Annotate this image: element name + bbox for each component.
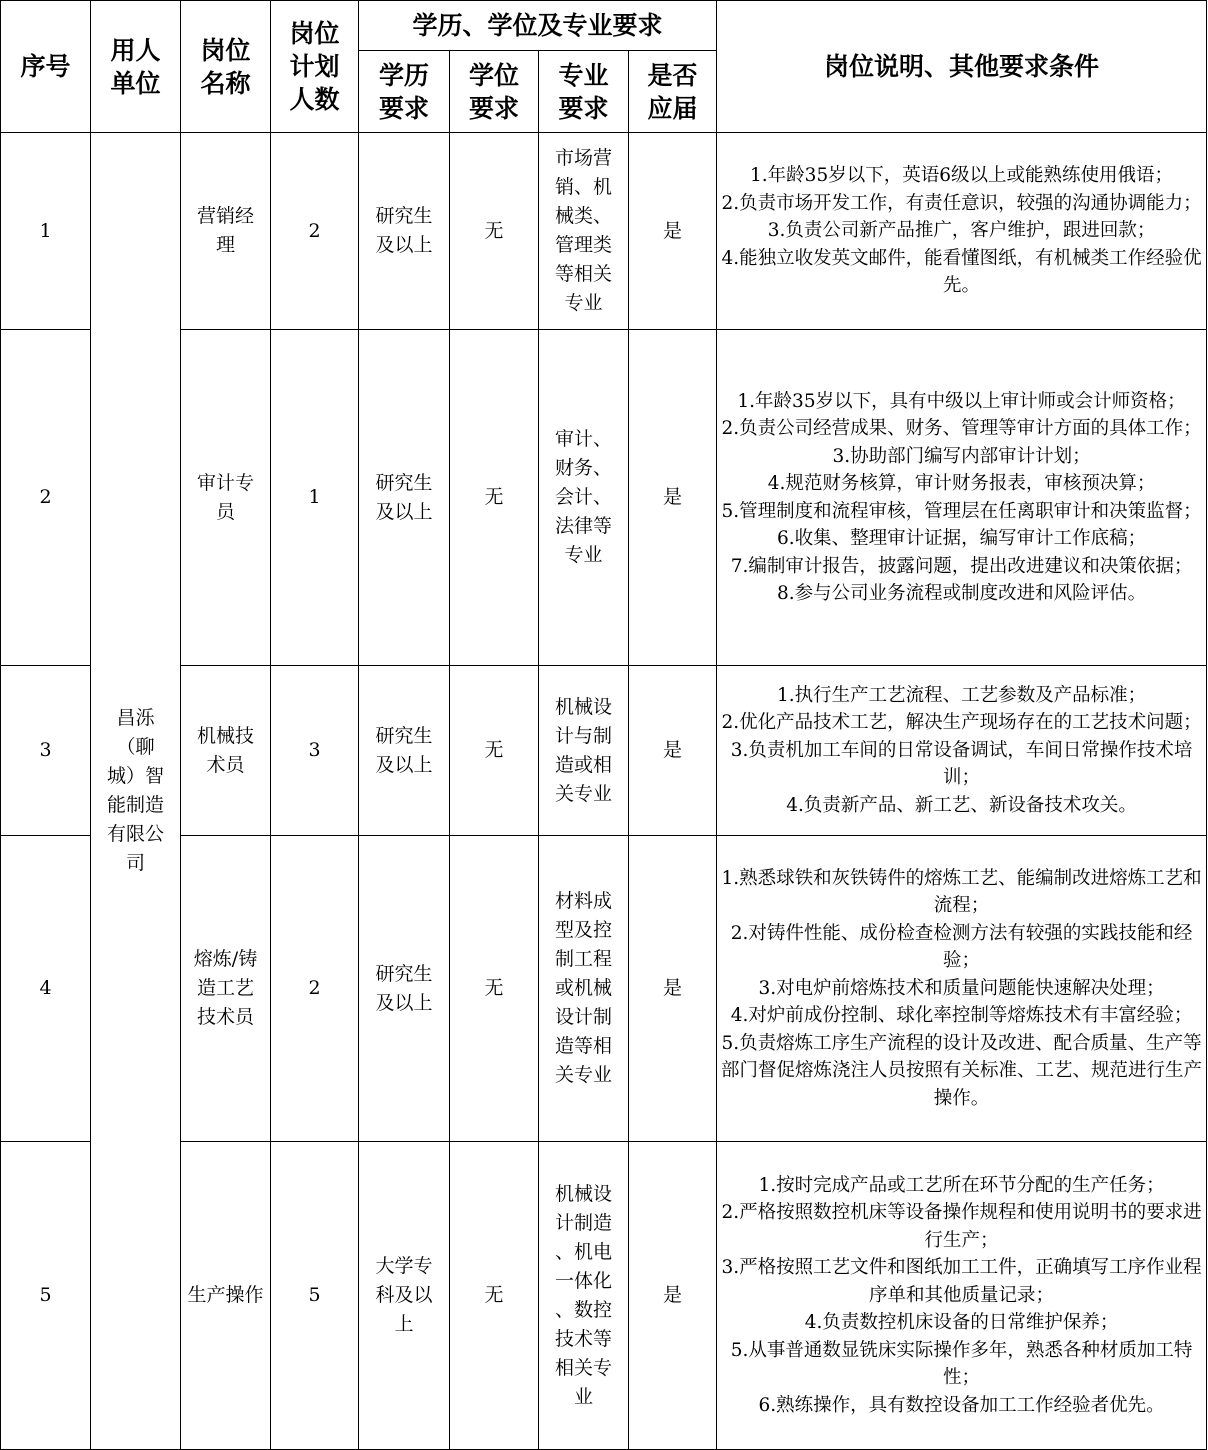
description-line: 1.年龄35岁以下，英语6级以上或能熟练使用俄语； (750, 165, 1173, 187)
row-major: 机械设 计与制 造或相 关专业 (539, 666, 629, 836)
description-line: 3.负责机加工车间的日常设备调试，车间日常操作技术培训； (730, 739, 1193, 789)
header-education: 学历 要求 (359, 51, 450, 133)
row-education: 大学专 科及以 上 (359, 1142, 450, 1450)
header-seq: 序号 (1, 1, 91, 133)
header-row-1 (1, 1, 1207, 51)
description-line: 2.严格按照数控机床等设备操作规程和使用说明书的要求进行生产； (721, 1202, 1202, 1251)
row-major: 市场营 销、机 械类、 管理类 等相关 专业 (539, 133, 629, 330)
row-description (717, 1142, 1207, 1450)
description-line: 6.收集、整理审计证据，编写审计工作底稿； (776, 528, 1147, 549)
description-line: 4.规范财务核算，审计财务报表，审核预决算； (767, 473, 1156, 494)
header-position: 岗位 名称 (181, 1, 271, 133)
description-line: 3.负责公司新产品推广，客户维护，跟进回款； (767, 220, 1156, 242)
row-degree: 无 (450, 1142, 539, 1450)
description-line: 3.严格按照工艺文件和图纸加工工件，正确填写工序作业程序单和其他质量记录； (721, 1257, 1202, 1306)
employer-name: 昌泺 （聊 城）智 能制造 有限公 司 (91, 133, 181, 1450)
row-seq: 1 (1, 133, 91, 330)
row-fresh: 是 (629, 666, 717, 836)
header-major: 专业 要求 (539, 51, 629, 133)
row-fresh: 是 (629, 836, 717, 1142)
row-education: 研究生 及以上 (359, 666, 450, 836)
row-fresh: 是 (629, 133, 717, 330)
row-degree: 无 (450, 836, 539, 1142)
header-description: 岗位说明、其他要求条件 (717, 1, 1207, 133)
row-position: 机械技 术员 (181, 666, 271, 836)
row-description (717, 133, 1207, 330)
row-description (717, 666, 1207, 836)
table-row (1, 133, 1207, 330)
row-seq: 4 (1, 836, 91, 1142)
row-seq: 2 (1, 330, 91, 666)
row-fresh: 是 (629, 1142, 717, 1450)
header-count: 岗位 计划 人数 (271, 1, 359, 133)
description-line: 8.参与公司业务流程或制度改进和风险评估。 (776, 583, 1147, 604)
row-education: 研究生 及以上 (359, 836, 450, 1142)
description-line: 1.按时完成产品或工艺所在环节分配的生产任务； (758, 1174, 1165, 1196)
header-fresh: 是否 应届 (629, 51, 717, 133)
description-line: 1.熟悉球铁和灰铁铸件的熔炼工艺、能编制改进熔炼工艺和流程； (721, 867, 1202, 917)
row-fresh: 是 (629, 330, 717, 666)
row-position: 营销经 理 (181, 133, 271, 330)
row-description (717, 836, 1207, 1142)
description-line: 2.负责公司经营成果、财务、管理等审计方面的具体工作； (721, 418, 1202, 439)
row-count: 5 (271, 1142, 359, 1450)
header-requirements-group: 学历、学位及专业要求 (359, 1, 717, 51)
header-employer: 用人 单位 (91, 1, 181, 133)
table-row (1, 836, 1207, 1142)
row-major: 机械设 计制造 、机电 一体化 、数控 技术等 相关专 业 (539, 1142, 629, 1450)
description-line: 1.执行生产工艺流程、工艺参数及产品标准； (776, 684, 1147, 706)
description-line: 6.熟练操作，具有数控设备加工工作经验者优先。 (758, 1394, 1165, 1416)
description-line: 4.负责新产品、新工艺、新设备技术攻关。 (786, 794, 1137, 816)
description-line: 5.管理制度和流程审核，管理层在任离职审计和决策监督； (721, 500, 1202, 522)
row-position: 审计专 员 (181, 330, 271, 666)
row-degree: 无 (450, 330, 539, 666)
row-count: 3 (271, 666, 359, 836)
description-line: 5.从事普通数显铣床实际操作多年，熟悉各种材质加工特性； (730, 1339, 1193, 1389)
row-count: 2 (271, 836, 359, 1142)
row-seq: 5 (1, 1142, 91, 1450)
description-line: 3.协助部门编写内部审计计划； (832, 445, 1091, 467)
table-row (1, 330, 1207, 666)
description-line: 4.对炉前成份控制、球化率控制等熔炼技术有丰富经验； (730, 1005, 1193, 1027)
description-line: 4.负责数控机床设备的日常维护保养； (804, 1312, 1119, 1334)
row-count: 2 (271, 133, 359, 330)
row-position: 熔炼/铸 造工艺 技术员 (181, 836, 271, 1142)
description-line: 1.年龄35岁以下，具有中级以上审计师或会计师资格； (737, 390, 1186, 412)
description-line: 7.编制审计报告，披露问题，提出改进建议和决策依据； (730, 555, 1193, 577)
row-degree: 无 (450, 133, 539, 330)
row-education: 研究生 及以上 (359, 133, 450, 330)
description-line: 2.优化产品技术工艺，解决生产现场存在的工艺技术问题； (721, 712, 1202, 734)
row-seq: 3 (1, 666, 91, 836)
row-degree: 无 (450, 666, 539, 836)
row-major: 材料成 型及控 制工程 或机械 设计制 造等相 关专业 (539, 836, 629, 1142)
row-major: 审计、 财务、 会计、 法律等 专业 (539, 330, 629, 666)
table-row (1, 666, 1207, 836)
description-line: 2.对铸件性能、成份检查检测方法有较强的实践技能和经验； (730, 922, 1193, 972)
description-line: 3.对电炉前熔炼技术和质量问题能快速解决处理； (758, 977, 1165, 999)
row-count: 1 (271, 330, 359, 666)
row-description (717, 330, 1207, 666)
row-position: 生产操作 (181, 1142, 271, 1450)
table-row (1, 1142, 1207, 1450)
description-line: 5.负责熔炼工序生产流程的设计及改进、配合质量、生产等部门督促熔炼浇注人员按照有关标准、工艺、规范进行生产操作。 (721, 1032, 1203, 1109)
header-degree: 学位 要求 (450, 51, 539, 133)
description-line: 4.能独立收发英文邮件，能看懂图纸，有机械类工作经验优先。 (721, 247, 1202, 297)
description-line: 2.负责市场开发工作，有责任意识，较强的沟通协调能力； (721, 192, 1202, 214)
row-education: 研究生 及以上 (359, 330, 450, 666)
